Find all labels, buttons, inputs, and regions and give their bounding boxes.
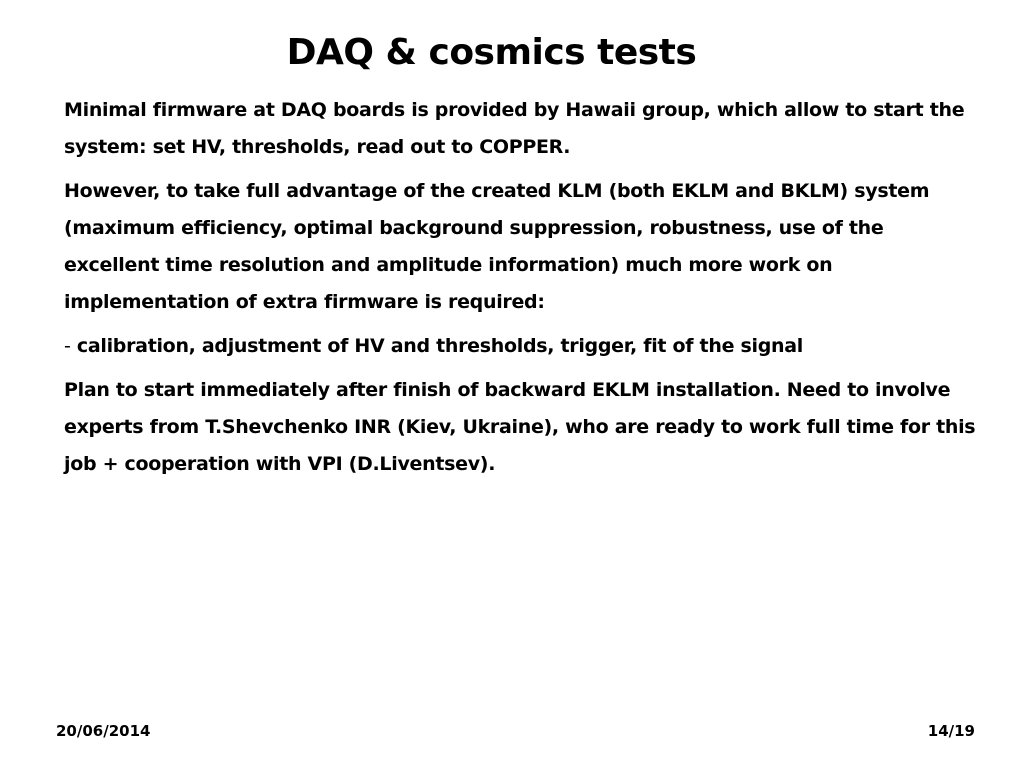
bullet-item-text: calibration, adjustment of HV and thresholds, trigger, fit of the signal (76, 335, 803, 357)
slide-body (64, 92, 976, 490)
paragraph-firmware: Minimal firmware at DAQ boards is provided by Hawaii group, which allow to start the system: set HV, thresholds, read out to COPPER. (64, 99, 965, 158)
paragraph-klm-advantage: However, to take full advantage of the created KLM (both EKLM and BKLM) system (maximum efficiency, optimal background suppression, robustness, use of the excellent time resolution and amplitude information) much more work on implementation of extra firmware is required: (64, 180, 930, 313)
footer-page-number: 14/19 (927, 722, 975, 740)
bullet-item-calibration (64, 328, 976, 365)
slide-title: DAQ & cosmics tests (286, 32, 697, 73)
paragraph-plan: Plan to start immediately after finish of backward EKLM installation. Need to involve experts from T.Shevchenko INR (Kiev, Ukraine), who are ready to work full time for this job + cooperation with VPI (D.Liventsev). (64, 379, 976, 475)
footer-date: 20/06/2014 (56, 722, 151, 740)
bullet-dash: - (64, 335, 71, 357)
